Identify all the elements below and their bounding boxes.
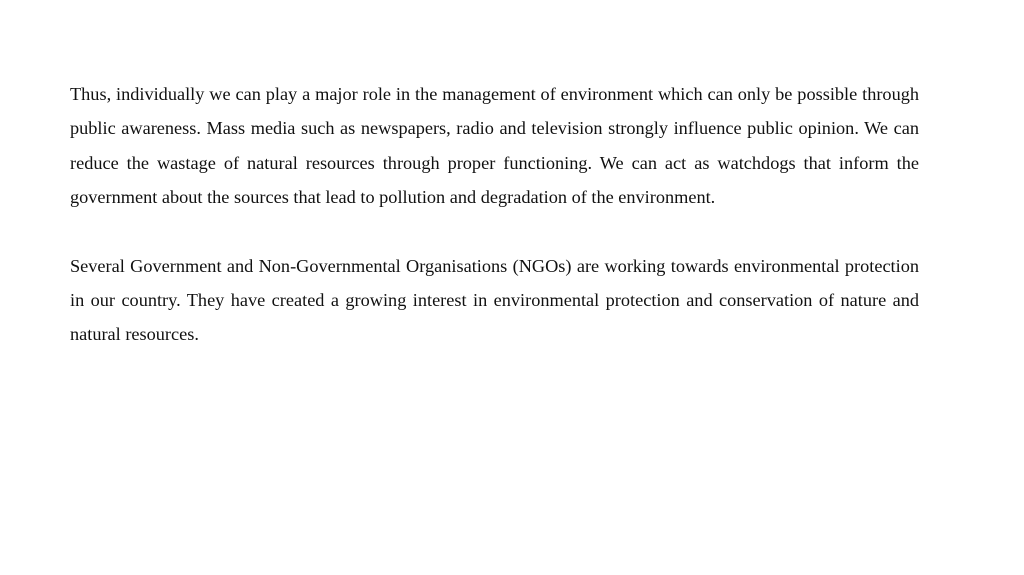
document-body: [70, 77, 919, 352]
paragraph-ngos: Several Government and Non-Governmental Organisations (NGOs) are working towards environmental protection in our country. They have created a growing interest in environmental protection and conservation of nature and natural resources.: [70, 255, 919, 345]
paragraph-public-awareness: Thus, individually we can play a major role in the management of environment which can only be possible through public awareness. Mass media such as newspapers, radio and television strongly influence public opinion. We can reduce the wastage of natural resources through proper functioning. We can act as watchdogs that inform the government about the sources that lead to pollution and degradation of the environment.: [70, 84, 919, 207]
